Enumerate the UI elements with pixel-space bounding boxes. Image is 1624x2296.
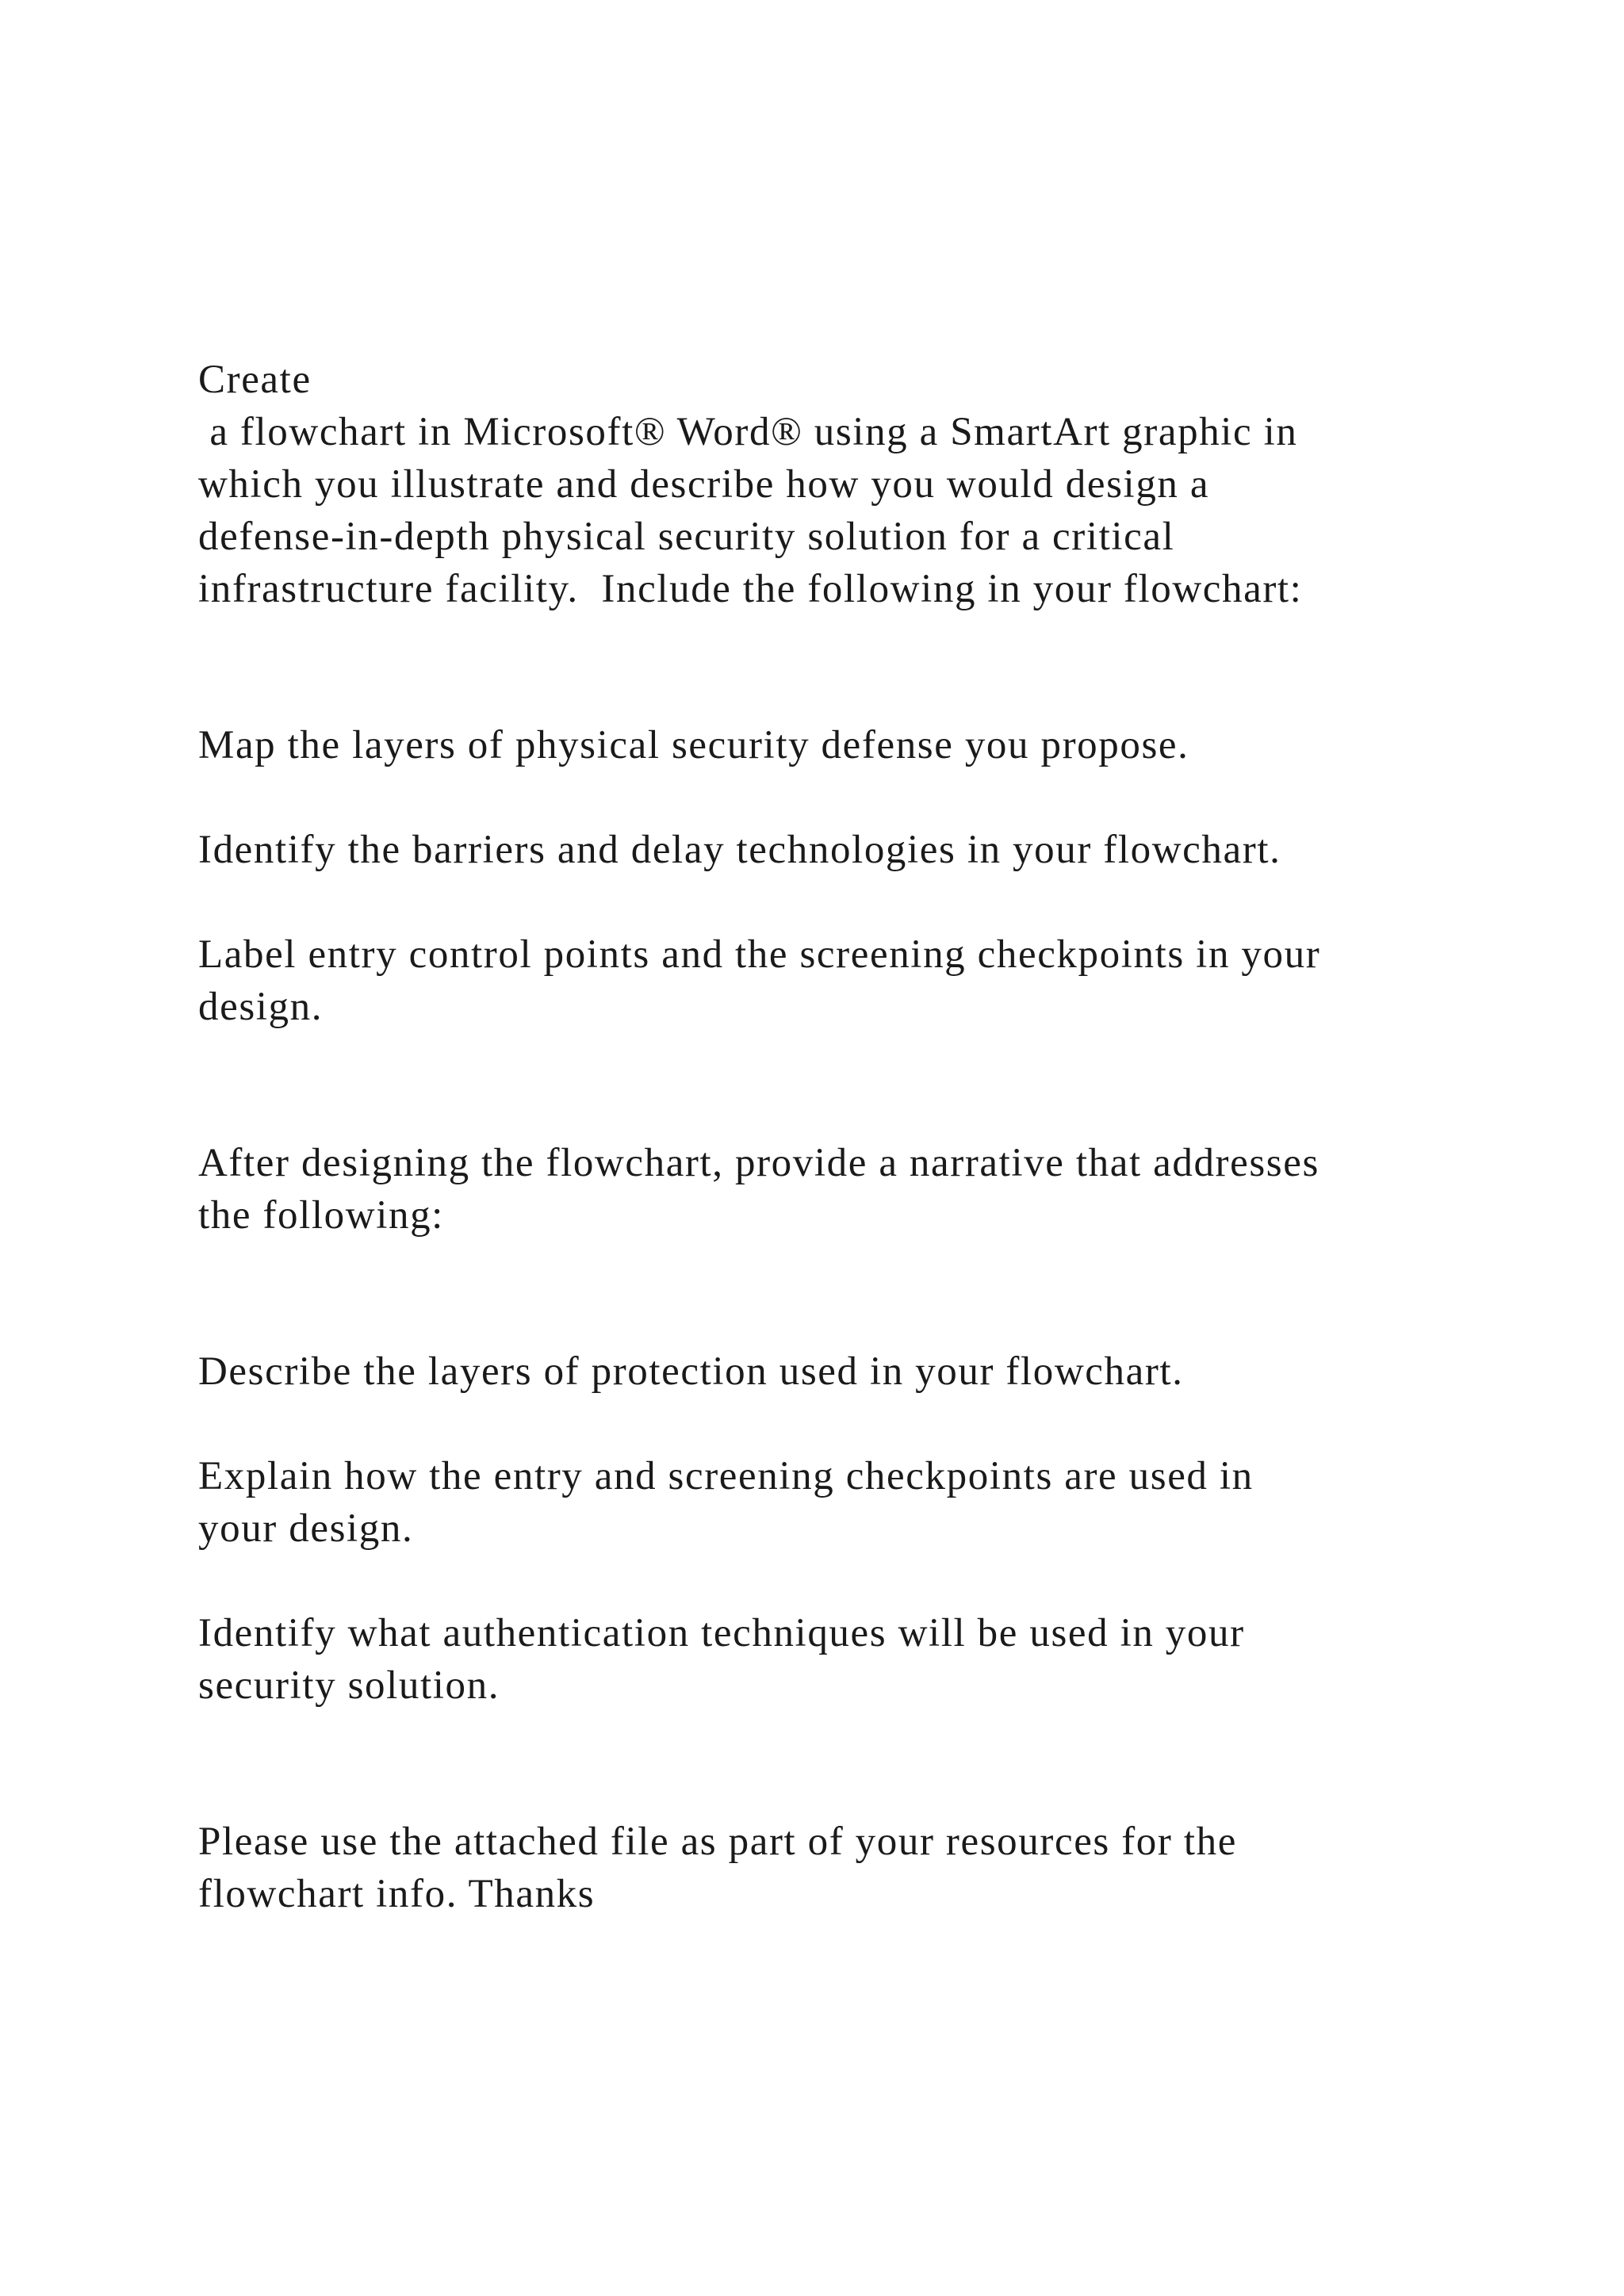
closing-line: flowchart info. Thanks [198,1872,596,1916]
flowchart-item: Map the layers of physical security defense you propose. [198,723,1189,767]
flowchart-item-continued: design. [198,985,324,1029]
closing-line: Please use the attached file as part of your resources for the [198,1820,1237,1864]
narrative-intro-line: the following: [198,1193,444,1238]
narrative-intro-line: After designing the flowchart, provide a narrative that addresses [198,1141,1320,1185]
intro-line: a flowchart in Microsoft® Word® using a SmartArt graphic in [198,410,1298,454]
flowchart-item: Label entry control points and the screening checkpoints in your [198,932,1321,977]
narrative-item: Explain how the entry and screening checkpoints are used in [198,1454,1254,1498]
flowchart-item: Identify the barriers and delay technologies in your flowchart. [198,828,1281,872]
narrative-item-continued: security solution. [198,1663,500,1708]
intro-line: which you illustrate and describe how you would design a [198,462,1210,507]
intro-line: Create [198,358,312,402]
narrative-item-continued: your design. [198,1506,414,1551]
narrative-item: Describe the layers of protection used in your flowchart. [198,1349,1184,1394]
intro-line: defense-in-depth physical security solution for a critical [198,515,1175,559]
intro-line: infrastructure facility. Include the following in your flowchart: [198,567,1303,611]
narrative-item: Identify what authentication techniques will be used in your [198,1611,1245,1655]
